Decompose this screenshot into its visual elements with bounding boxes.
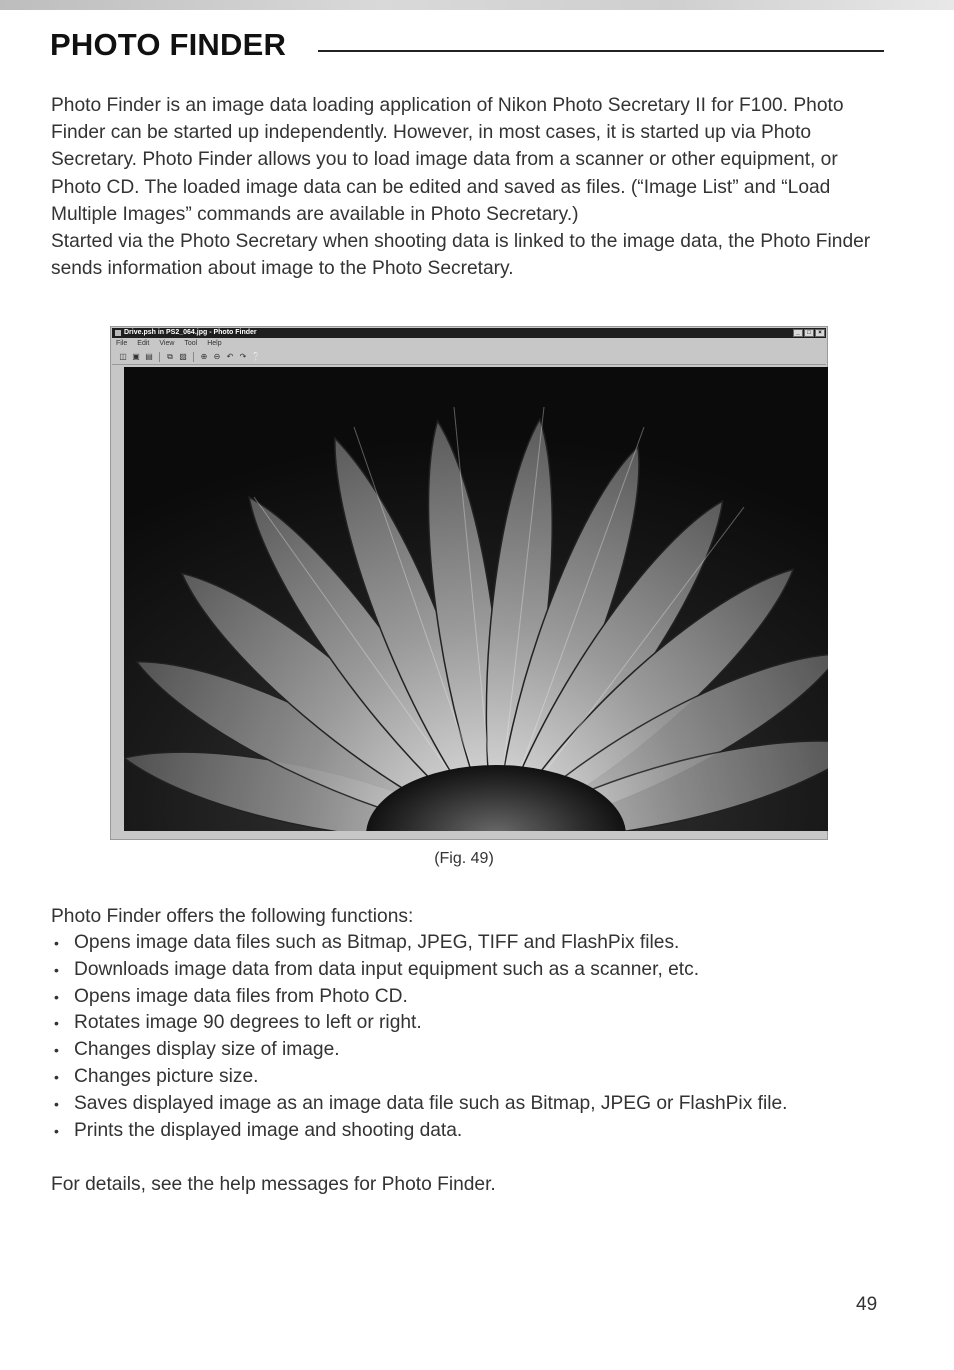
list-item — [51, 1118, 901, 1145]
title-rule — [318, 50, 884, 52]
rotate-left-icon[interactable]: ↶ — [226, 352, 234, 361]
page-title: PHOTO FINDER — [50, 27, 287, 62]
bullet-icon: • — [54, 988, 59, 1005]
list-item — [51, 1010, 901, 1037]
menu-bar — [112, 339, 826, 349]
intro-paragraph: Started via the Photo Secretary when shooting data is linked to the image data, the Photo Finder sends information about image to the Photo Secretary. — [51, 231, 871, 280]
list-item-text: Saves displayed image as an image data file such as Bitmap, JPEG or FlashPix file. — [74, 1092, 788, 1114]
functions-list — [51, 930, 901, 1144]
intro-paragraph: Photo Finder is an image data loading application of Nikon Photo Secretary II for F100. Photo Finder can be started up independently. However, in most cases, it is started up via Photo Secretary. Photo Finder allows you to load image data from a scanner or other equipment, or Photo CD. The loaded image data can be edited and saved as files. (“Image List” and “Load Multiple Images” commands are available in Photo Secretary.) — [51, 95, 844, 225]
list-item — [51, 1091, 901, 1118]
page-number: 49 — [856, 1294, 878, 1315]
toolbar-separator — [159, 352, 160, 362]
bullet-icon: • — [54, 1015, 59, 1032]
toolbar-separator — [193, 352, 194, 362]
list-item-text: Rotates image 90 degrees to left or right. — [74, 1012, 422, 1034]
window-titlebar[interactable] — [112, 328, 826, 338]
list-item-text: Opens image data files such as Bitmap, JPEG, TIFF and FlashPix files. — [74, 932, 680, 953]
list-item — [51, 957, 901, 984]
status-bar — [112, 830, 826, 838]
flower-photo — [124, 367, 828, 831]
bullet-icon: • — [54, 935, 59, 951]
list-item-text: Changes picture size. — [74, 1065, 259, 1087]
menu-help[interactable]: Help — [207, 340, 222, 347]
menu-file[interactable]: File — [116, 340, 128, 347]
list-item — [51, 1064, 901, 1091]
list-item — [51, 1037, 901, 1064]
window-title: Drive.psh in PS2_064.jpg - Photo Finder — [124, 329, 257, 336]
intro-text — [51, 92, 881, 282]
page-top-strip — [0, 0, 954, 10]
window-controls — [793, 329, 825, 337]
menu-edit[interactable]: Edit — [137, 340, 150, 347]
toolbar — [112, 350, 826, 365]
details-note: For details, see the help messages for Photo Finder. — [51, 1174, 496, 1195]
save-icon[interactable]: ▣ — [132, 352, 140, 361]
figure-caption: (Fig. 49) — [434, 850, 494, 867]
bullet-icon: • — [54, 1122, 59, 1139]
close-button[interactable]: × — [815, 329, 825, 337]
rotate-right-icon[interactable]: ↷ — [239, 352, 247, 361]
list-item — [51, 930, 901, 957]
list-item-text: Changes display size of image. — [74, 1039, 340, 1061]
menu-view[interactable]: View — [159, 340, 175, 347]
paste-icon[interactable]: ▨ — [179, 352, 187, 361]
bullet-icon: • — [54, 1042, 59, 1059]
print-icon[interactable]: ▤ — [145, 352, 153, 361]
bullet-icon: • — [54, 1095, 59, 1112]
open-icon[interactable]: ◫ — [119, 352, 127, 361]
image-canvas[interactable] — [124, 367, 828, 831]
photo-finder-window — [110, 326, 828, 840]
copy-icon[interactable]: ⧉ — [167, 352, 173, 361]
list-item-text: Downloads image data from data input equipment such as a scanner, etc. — [74, 958, 700, 980]
list-item-text: Opens image data files from Photo CD. — [74, 985, 408, 1007]
bullet-icon: • — [54, 961, 59, 978]
maximize-button[interactable]: □ — [804, 329, 814, 337]
menu-tool[interactable]: Tool — [184, 340, 198, 347]
functions-intro: Photo Finder offers the following functions: — [51, 906, 414, 927]
bullet-icon: • — [54, 1068, 59, 1085]
list-item-text: Prints the displayed image and shooting data. — [74, 1119, 463, 1141]
zoom-in-icon[interactable]: ⊕ — [200, 352, 208, 361]
app-icon — [115, 330, 121, 336]
help-pointer-icon[interactable]: ❔ — [251, 352, 261, 361]
zoom-out-icon[interactable]: ⊖ — [213, 352, 221, 361]
minimize-button[interactable]: _ — [793, 329, 803, 337]
list-item — [51, 984, 901, 1011]
